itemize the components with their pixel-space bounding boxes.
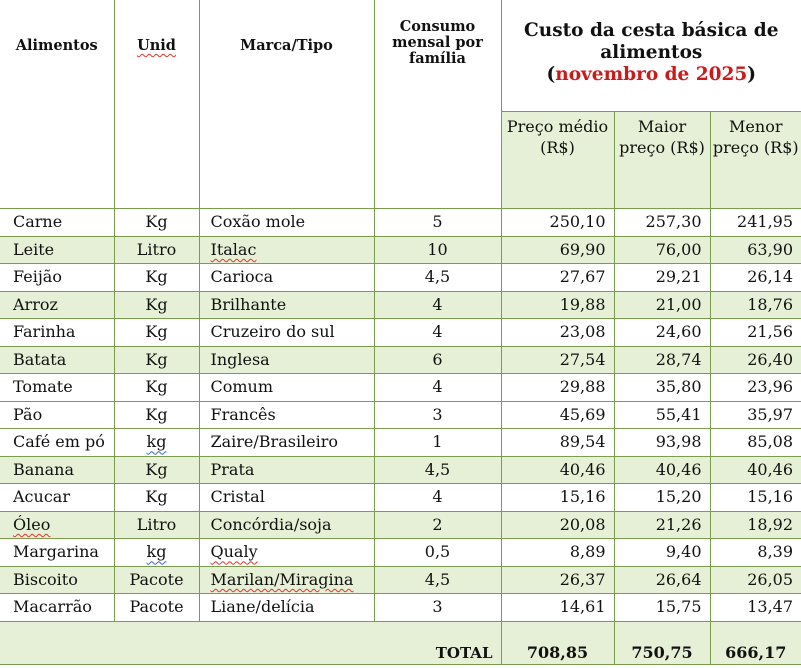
cell-consumo: 4,5 bbox=[424, 459, 451, 479]
cell-alimento: Café em pó bbox=[13, 432, 105, 452]
cell-unid: Kg bbox=[145, 294, 168, 314]
cell-consumo: 5 bbox=[432, 212, 443, 232]
cell-unid: Litro bbox=[136, 239, 177, 259]
cell-maior-preco: 40,46 bbox=[655, 459, 702, 479]
table-row bbox=[0, 594, 801, 622]
cell-unid: Kg bbox=[145, 377, 168, 397]
cell-maior-preco: 76,00 bbox=[655, 239, 702, 259]
cell-unid: kg bbox=[146, 542, 167, 562]
table-row bbox=[0, 566, 801, 594]
header-menor-preco: Menor preço (R$) bbox=[710, 112, 801, 209]
cell-maior-preco: 24,60 bbox=[655, 322, 702, 342]
table-row bbox=[0, 236, 801, 264]
total-menor: 666,17 bbox=[710, 621, 801, 664]
cell-consumo: 1 bbox=[432, 432, 443, 452]
cell-marca: Concórdia/soja bbox=[210, 514, 332, 534]
cell-preco-medio: 14,61 bbox=[559, 597, 606, 617]
cell-preco-medio: 15,16 bbox=[559, 487, 606, 507]
cell-consumo: 4,5 bbox=[424, 267, 451, 287]
cell-maior-preco: 21,26 bbox=[655, 514, 702, 534]
cell-preco-medio: 89,54 bbox=[559, 432, 606, 452]
cell-maior-preco: 21,00 bbox=[655, 294, 702, 314]
cell-preco-medio: 8,89 bbox=[569, 542, 606, 562]
cell-marca: Cruzeiro do sul bbox=[210, 322, 335, 342]
cell-consumo: 10 bbox=[427, 239, 448, 259]
cell-preco-medio: 19,88 bbox=[559, 294, 606, 314]
total-maior: 750,75 bbox=[614, 621, 710, 664]
cell-maior-preco: 35,80 bbox=[655, 377, 702, 397]
cell-consumo: 3 bbox=[432, 597, 443, 617]
cell-maior-preco: 15,75 bbox=[655, 597, 702, 617]
header-row bbox=[0, 0, 801, 112]
total-label: TOTAL bbox=[0, 621, 501, 664]
cell-menor-preco: 241,95 bbox=[737, 212, 794, 232]
cell-menor-preco: 23,96 bbox=[747, 377, 794, 397]
cell-unid: Litro bbox=[136, 514, 177, 534]
cell-menor-preco: 21,56 bbox=[747, 322, 794, 342]
total-row bbox=[0, 621, 801, 664]
cell-menor-preco: 13,47 bbox=[747, 597, 794, 617]
cell-menor-preco: 40,46 bbox=[747, 459, 794, 479]
table-row bbox=[0, 429, 801, 457]
cell-menor-preco: 15,16 bbox=[747, 487, 794, 507]
table-row bbox=[0, 264, 801, 292]
cell-consumo: 6 bbox=[432, 349, 443, 369]
cell-unid: Kg bbox=[145, 267, 168, 287]
cell-preco-medio: 69,90 bbox=[559, 239, 606, 259]
cell-menor-preco: 26,05 bbox=[747, 569, 794, 589]
cell-alimento: Farinha bbox=[13, 322, 76, 342]
cell-preco-medio: 250,10 bbox=[549, 212, 606, 232]
cell-marca: Inglesa bbox=[210, 349, 270, 369]
cell-marca: Marilan/Miragina bbox=[210, 569, 354, 589]
header-maior-preco: Maior preço (R$) bbox=[614, 112, 710, 209]
cell-unid: Kg bbox=[145, 212, 168, 232]
cell-consumo: 4 bbox=[432, 377, 443, 397]
table-row bbox=[0, 401, 801, 429]
cell-marca: Qualy bbox=[210, 542, 258, 562]
total-medio: 708,85 bbox=[501, 621, 614, 664]
cell-preco-medio: 23,08 bbox=[559, 322, 606, 342]
cell-consumo: 3 bbox=[432, 404, 443, 424]
cell-marca: Cristal bbox=[210, 487, 265, 507]
header-marca: Marca/Tipo bbox=[199, 0, 374, 209]
cell-menor-preco: 18,92 bbox=[747, 514, 794, 534]
cell-marca: Francês bbox=[210, 404, 276, 424]
cell-marca: Coxão mole bbox=[210, 212, 306, 232]
cell-preco-medio: 26,37 bbox=[559, 569, 606, 589]
cell-unid: Kg bbox=[145, 404, 168, 424]
cell-preco-medio: 27,67 bbox=[559, 267, 606, 287]
cell-alimento: Arroz bbox=[13, 294, 58, 314]
table-row bbox=[0, 346, 801, 374]
table-row bbox=[0, 209, 801, 237]
cell-unid: Pacote bbox=[129, 569, 184, 589]
cell-menor-preco: 35,97 bbox=[747, 404, 794, 424]
cell-preco-medio: 29,88 bbox=[559, 377, 606, 397]
table-row bbox=[0, 291, 801, 319]
cell-consumo: 4,5 bbox=[424, 569, 451, 589]
cell-maior-preco: 93,98 bbox=[655, 432, 702, 452]
header-unid: Unid bbox=[137, 37, 176, 54]
cell-menor-preco: 26,40 bbox=[747, 349, 794, 369]
cell-unid: Kg bbox=[145, 487, 168, 507]
cell-alimento: Feijão bbox=[13, 267, 62, 287]
table-row bbox=[0, 374, 801, 402]
cell-menor-preco: 63,90 bbox=[747, 239, 794, 259]
cell-maior-preco: 26,64 bbox=[655, 569, 702, 589]
table-row bbox=[0, 539, 801, 567]
cell-unid: Pacote bbox=[129, 597, 184, 617]
table-row bbox=[0, 511, 801, 539]
header-date: novembro de 2025 bbox=[555, 64, 748, 85]
table-row bbox=[0, 484, 801, 512]
header-title-cell: Custo da cesta básica de alimentos (novembro de 2025) bbox=[501, 0, 801, 112]
cell-alimento: Biscoito bbox=[13, 569, 78, 589]
cell-menor-preco: 26,14 bbox=[747, 267, 794, 287]
table-row bbox=[0, 456, 801, 484]
cell-preco-medio: 27,54 bbox=[559, 349, 606, 369]
cell-marca: Prata bbox=[210, 459, 255, 479]
cell-maior-preco: 29,21 bbox=[655, 267, 702, 287]
cell-consumo: 4 bbox=[432, 322, 443, 342]
cell-alimento: Tomate bbox=[13, 377, 73, 397]
cell-maior-preco: 9,40 bbox=[665, 542, 702, 562]
cell-consumo: 4 bbox=[432, 487, 443, 507]
cell-consumo: 0,5 bbox=[424, 542, 451, 562]
cell-preco-medio: 45,69 bbox=[559, 404, 606, 424]
cell-unid: kg bbox=[146, 432, 167, 452]
cell-marca: Brilhante bbox=[210, 294, 287, 314]
table-body bbox=[0, 209, 801, 622]
cell-alimento: Óleo bbox=[13, 514, 51, 534]
cell-maior-preco: 15,20 bbox=[655, 487, 702, 507]
header-alimentos: Alimentos bbox=[0, 0, 114, 209]
cell-alimento: Carne bbox=[13, 212, 63, 232]
cell-preco-medio: 20,08 bbox=[559, 514, 606, 534]
cell-marca: Carioca bbox=[210, 267, 274, 287]
cell-menor-preco: 18,76 bbox=[747, 294, 794, 314]
table-row bbox=[0, 319, 801, 347]
cell-marca: Liane/delícia bbox=[210, 597, 315, 617]
header-title: Custo da cesta básica de alimentos bbox=[524, 20, 779, 63]
cell-alimento: Macarrão bbox=[13, 597, 92, 617]
cell-unid: Kg bbox=[145, 349, 168, 369]
header-consumo: Consumo mensal por família bbox=[374, 0, 501, 209]
cell-unid: Kg bbox=[145, 322, 168, 342]
cell-marca: Comum bbox=[210, 377, 274, 397]
cell-consumo: 4 bbox=[432, 294, 443, 314]
cell-maior-preco: 257,30 bbox=[645, 212, 702, 232]
header-preco-medio: Preço médio (R$) bbox=[501, 112, 614, 209]
cell-alimento: Acucar bbox=[13, 487, 70, 507]
cell-unid: Kg bbox=[145, 459, 168, 479]
cell-maior-preco: 55,41 bbox=[655, 404, 702, 424]
cell-maior-preco: 28,74 bbox=[655, 349, 702, 369]
cell-marca: Italac bbox=[210, 239, 257, 259]
cell-alimento: Leite bbox=[13, 239, 55, 259]
cell-alimento: Batata bbox=[13, 349, 67, 369]
cell-menor-preco: 8,39 bbox=[757, 542, 794, 562]
cell-marca: Zaire/Brasileiro bbox=[210, 432, 339, 452]
cell-alimento: Margarina bbox=[13, 542, 99, 562]
cell-consumo: 2 bbox=[432, 514, 443, 534]
cell-menor-preco: 85,08 bbox=[747, 432, 794, 452]
cell-alimento: Pão bbox=[13, 404, 43, 424]
cell-preco-medio: 40,46 bbox=[559, 459, 606, 479]
cell-alimento: Banana bbox=[13, 459, 74, 479]
